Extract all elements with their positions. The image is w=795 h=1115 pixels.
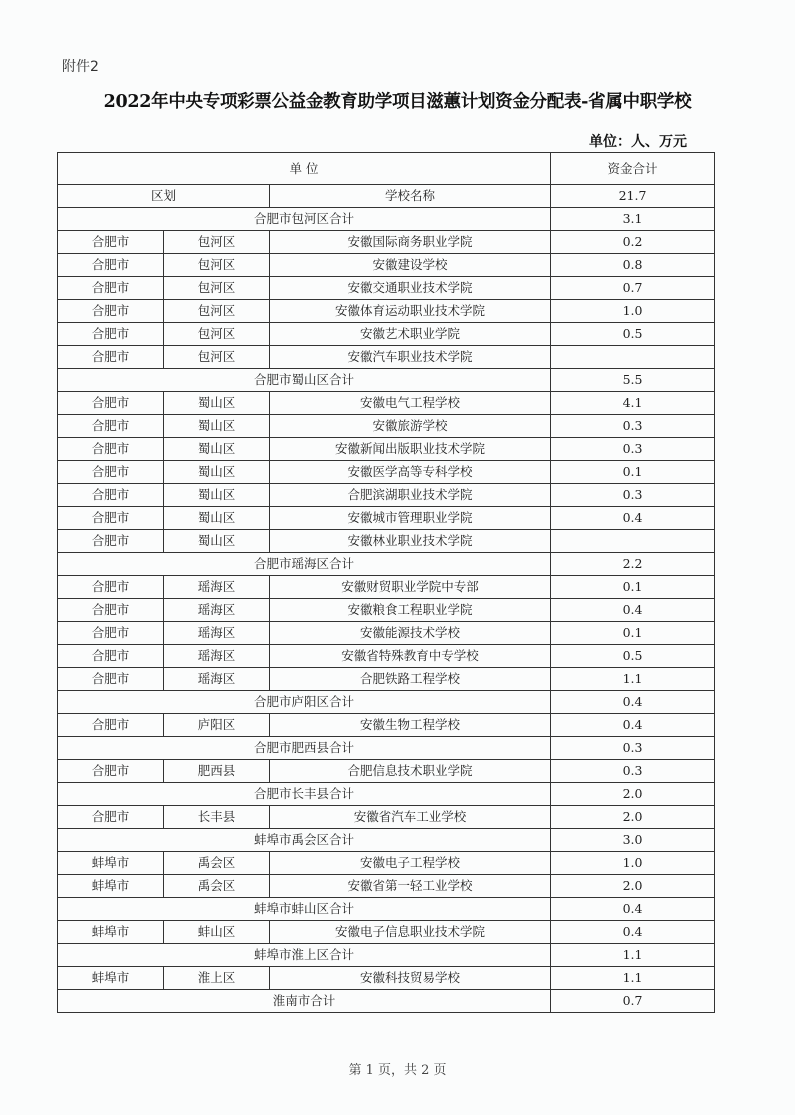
allocation-table [57,152,715,1013]
district-cell: 蜀山区 [164,484,270,507]
school-row [58,576,715,599]
school-row [58,438,715,461]
school-row [58,231,715,254]
subtotal-amount: 3.0 [551,829,715,852]
city-cell: 合肥市 [58,760,164,783]
amount-cell: 0.4 [551,507,715,530]
amount-cell [551,530,715,553]
district-cell: 瑶海区 [164,599,270,622]
subheader-school: 学校名称 [270,185,551,208]
school-name-cell: 合肥信息技术职业学院 [270,760,551,783]
school-name-cell: 安徽省第一轻工业学校 [270,875,551,898]
subheader-region: 区划 [58,185,270,208]
school-name-cell: 安徽财贸职业学院中专部 [270,576,551,599]
subtotal-amount: 0.7 [551,990,715,1013]
school-row [58,967,715,990]
subtotal-label: 合肥市蜀山区合计 [58,369,551,392]
subtotal-row [58,553,715,576]
district-cell: 瑶海区 [164,622,270,645]
subtotal-amount: 0.3 [551,737,715,760]
school-row [58,806,715,829]
school-row [58,507,715,530]
table-subheader-row [58,185,715,208]
district-cell: 庐阳区 [164,714,270,737]
city-cell: 合肥市 [58,484,164,507]
school-row [58,622,715,645]
school-name-cell: 安徽交通职业技术学院 [270,277,551,300]
subtotal-amount: 0.4 [551,898,715,921]
unit-note: 单位：人、万元 [589,134,687,150]
school-name-cell: 安徽新闻出版职业技术学院 [270,438,551,461]
subtotal-amount: 1.1 [551,944,715,967]
city-cell: 蚌埠市 [58,852,164,875]
subtotal-amount: 2.0 [551,783,715,806]
district-cell: 禹会区 [164,852,270,875]
school-row [58,921,715,944]
school-name-cell: 安徽电气工程学校 [270,392,551,415]
school-name-cell: 安徽汽车职业技术学院 [270,346,551,369]
amount-cell: 0.5 [551,645,715,668]
school-name-cell: 安徽科技贸易学校 [270,967,551,990]
subtotal-row [58,829,715,852]
city-cell: 合肥市 [58,323,164,346]
header-unit: 单 位 [58,153,551,185]
city-cell: 合肥市 [58,530,164,553]
amount-cell: 2.0 [551,875,715,898]
amount-cell: 0.8 [551,254,715,277]
school-name-cell: 安徽艺术职业学院 [270,323,551,346]
district-cell: 瑶海区 [164,668,270,691]
amount-cell: 1.0 [551,300,715,323]
school-row [58,415,715,438]
subtotal-label: 合肥市肥西县合计 [58,737,551,760]
school-row [58,645,715,668]
amount-cell: 0.1 [551,576,715,599]
school-row [58,254,715,277]
amount-cell: 1.1 [551,668,715,691]
amount-cell: 0.4 [551,714,715,737]
subtotal-label: 合肥市长丰县合计 [58,783,551,806]
district-cell: 蜀山区 [164,392,270,415]
city-cell: 合肥市 [58,622,164,645]
subtotal-label: 合肥市庐阳区合计 [58,691,551,714]
subtotal-amount: 0.4 [551,691,715,714]
district-cell: 蜀山区 [164,530,270,553]
amount-cell [551,346,715,369]
subtotal-row [58,898,715,921]
district-cell: 蜀山区 [164,507,270,530]
district-cell: 肥西县 [164,760,270,783]
subtotal-label: 蚌埠市淮上区合计 [58,944,551,967]
city-cell: 合肥市 [58,231,164,254]
school-row [58,875,715,898]
school-row [58,760,715,783]
subtotal-amount: 5.5 [551,369,715,392]
amount-cell: 0.4 [551,599,715,622]
district-cell: 蜀山区 [164,461,270,484]
subtotal-label: 合肥市瑶海区合计 [58,553,551,576]
school-row [58,277,715,300]
school-row [58,461,715,484]
district-cell: 蚌山区 [164,921,270,944]
city-cell: 蚌埠市 [58,967,164,990]
city-cell: 合肥市 [58,277,164,300]
school-name-cell: 合肥铁路工程学校 [270,668,551,691]
city-cell: 合肥市 [58,806,164,829]
subtotal-amount: 2.2 [551,553,715,576]
amount-cell: 0.3 [551,438,715,461]
subtotal-row [58,369,715,392]
school-name-cell: 安徽省汽车工业学校 [270,806,551,829]
header-amount: 资金合计 [551,153,715,185]
district-cell: 瑶海区 [164,645,270,668]
school-row [58,484,715,507]
school-name-cell: 安徽电子工程学校 [270,852,551,875]
table-header-row [58,153,715,185]
city-cell: 合肥市 [58,254,164,277]
amount-cell: 1.1 [551,967,715,990]
school-name-cell: 安徽医学高等专科学校 [270,461,551,484]
district-cell: 禹会区 [164,875,270,898]
district-cell: 包河区 [164,254,270,277]
city-cell: 合肥市 [58,576,164,599]
city-cell: 合肥市 [58,415,164,438]
school-name-cell: 安徽省特殊教育中专学校 [270,645,551,668]
city-cell: 蚌埠市 [58,921,164,944]
school-row [58,392,715,415]
school-row [58,714,715,737]
city-cell: 合肥市 [58,300,164,323]
amount-cell: 1.0 [551,852,715,875]
district-cell: 淮上区 [164,967,270,990]
subtotal-amount: 3.1 [551,208,715,231]
city-cell: 合肥市 [58,346,164,369]
subtotal-row [58,990,715,1013]
subtotal-row [58,737,715,760]
school-name-cell: 安徽林业职业技术学院 [270,530,551,553]
city-cell: 合肥市 [58,507,164,530]
amount-cell: 0.7 [551,277,715,300]
amount-cell: 0.1 [551,461,715,484]
grand-total: 21.7 [551,185,715,208]
city-cell: 合肥市 [58,599,164,622]
page-footer: 第 1 页，共 2 页 [348,1063,447,1078]
amount-cell: 0.5 [551,323,715,346]
subtotal-label: 合肥市包河区合计 [58,208,551,231]
school-name-cell: 安徽粮食工程职业学院 [270,599,551,622]
district-cell: 长丰县 [164,806,270,829]
attachment-label: 附件2 [62,59,99,75]
school-name-cell: 合肥滨湖职业技术学院 [270,484,551,507]
school-row [58,668,715,691]
subtotal-label: 蚌埠市禹会区合计 [58,829,551,852]
district-cell: 包河区 [164,277,270,300]
school-name-cell: 安徽建设学校 [270,254,551,277]
subtotal-row [58,783,715,806]
city-cell: 合肥市 [58,392,164,415]
city-cell: 合肥市 [58,461,164,484]
school-row [58,346,715,369]
school-name-cell: 安徽能源技术学校 [270,622,551,645]
district-cell: 包河区 [164,231,270,254]
document-title: 2022年中央专项彩票公益金教育助学项目滋蕙计划资金分配表-省属中职学校 [103,92,692,112]
school-row [58,300,715,323]
school-name-cell: 安徽电子信息职业技术学院 [270,921,551,944]
amount-cell: 0.1 [551,622,715,645]
amount-cell: 0.2 [551,231,715,254]
district-cell: 瑶海区 [164,576,270,599]
school-row [58,530,715,553]
district-cell: 包河区 [164,346,270,369]
subtotal-label: 蚌埠市蚌山区合计 [58,898,551,921]
district-cell: 蜀山区 [164,415,270,438]
school-name-cell: 安徽城市管理职业学院 [270,507,551,530]
district-cell: 包河区 [164,323,270,346]
school-name-cell: 安徽体育运动职业技术学院 [270,300,551,323]
school-name-cell: 安徽旅游学校 [270,415,551,438]
school-row [58,599,715,622]
amount-cell: 4.1 [551,392,715,415]
amount-cell: 0.3 [551,415,715,438]
amount-cell: 0.3 [551,760,715,783]
subtotal-row [58,691,715,714]
school-row [58,852,715,875]
subtotal-row [58,208,715,231]
amount-cell: 2.0 [551,806,715,829]
city-cell: 合肥市 [58,645,164,668]
city-cell: 蚌埠市 [58,875,164,898]
subtotal-label: 淮南市合计 [58,990,551,1013]
city-cell: 合肥市 [58,714,164,737]
city-cell: 合肥市 [58,438,164,461]
subtotal-row [58,944,715,967]
amount-cell: 0.3 [551,484,715,507]
city-cell: 合肥市 [58,668,164,691]
district-cell: 包河区 [164,300,270,323]
amount-cell: 0.4 [551,921,715,944]
school-row [58,323,715,346]
school-name-cell: 安徽生物工程学校 [270,714,551,737]
school-name-cell: 安徽国际商务职业学院 [270,231,551,254]
district-cell: 蜀山区 [164,438,270,461]
